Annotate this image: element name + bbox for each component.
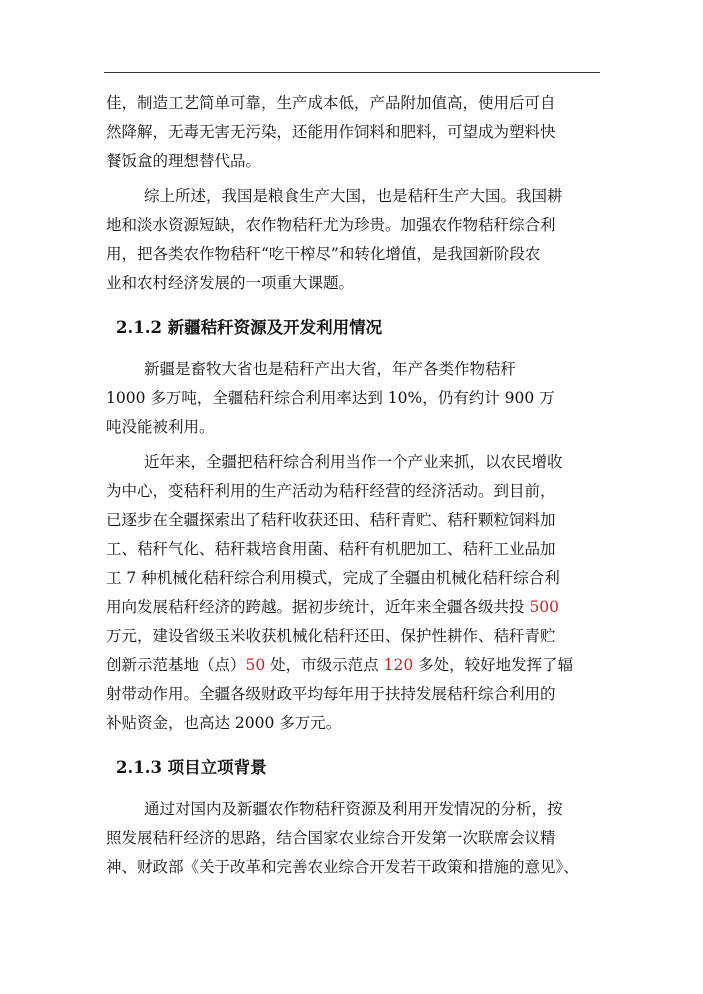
text-line: 吨没能被利用。 bbox=[106, 418, 215, 436]
text-line: 射带动作用。全疆各级财政平均每年用于扶持发展秸秆综合利用的 bbox=[106, 685, 556, 703]
text-line: 工 7 种机械化秸秆综合利用模式，完成了全疆由机械化秸秆综合利 bbox=[106, 569, 560, 587]
text-line: 然降解，无毒无害无污染，还能用作饲料和肥料，可望成为塑料快 bbox=[106, 123, 556, 141]
text-line: 已逐步在全疆探索出了秸秆收获还田、秸秆青贮、秸秆颗粒饲料加 bbox=[106, 511, 556, 529]
text-line: 地和淡水资源短缺，农作物秸秆尤为珍贵。加强农作物秸秆综合利 bbox=[106, 216, 556, 234]
paragraph bbox=[106, 795, 602, 882]
text-fragment: 多处，较好地发挥了辐 bbox=[413, 656, 574, 674]
text-line: 为中心，变秸秆利用的生产活动为秸秆经营的经济活动。到目前， bbox=[106, 482, 556, 500]
text-line: 佳，制造工艺简单可靠，生产成本低，产品附加值高，使用后可自 bbox=[106, 94, 556, 112]
header-rule bbox=[104, 72, 600, 73]
text-fragment: 创新示范基地（点） bbox=[106, 656, 246, 674]
paragraph bbox=[106, 355, 602, 442]
document-body bbox=[106, 89, 602, 882]
text-line: 补贴资金，也高达 2000 多万元。 bbox=[106, 714, 342, 732]
text-line: 用，把各类农作物秸秆“吃干榨尽”和转化增值，是我国新阶段农 bbox=[106, 245, 541, 263]
text-line: 工、秸秆气化、秸秆栽培食用菌、秸秆有机肥加工、秸秆工业品加 bbox=[106, 540, 556, 558]
section-heading: 2.1.3 项目立项背景 bbox=[116, 758, 267, 777]
text-line bbox=[106, 593, 602, 622]
text-line: 新疆是畜牧大省也是秸秆产出大省，年产各类作物秸秆 bbox=[144, 360, 517, 378]
text-line: 业和农村经济发展的一项重大课题。 bbox=[106, 274, 355, 292]
highlighted-number: 50 bbox=[245, 656, 266, 674]
text-line bbox=[106, 651, 602, 680]
highlighted-number: 500 bbox=[529, 598, 560, 616]
text-fragment: 处，市级示范点 bbox=[265, 656, 384, 674]
text-line: 近年来，全疆把秸秆综合利用当作一个产业来抓，以农民增收 bbox=[144, 453, 563, 471]
text-line: 通过对国内及新疆农作物秸秆资源及利用开发情况的分析，按 bbox=[144, 800, 563, 818]
section-heading: 2.1.2 新疆秸秆资源及开发利用情况 bbox=[116, 318, 383, 337]
text-line: 万元，建设省级玉米收获机械化秸秆还田、保护性耕作、秸秆青贮 bbox=[106, 627, 556, 645]
paragraph bbox=[106, 182, 602, 298]
text-line: 餐饭盒的理想替代品。 bbox=[106, 152, 262, 170]
text-line: 综上所述，我国是粮食生产大国，也是秸秆生产大国。我国耕 bbox=[144, 187, 563, 205]
text-fragment: 用向发展秸秆经济的跨越。据初步统计，近年来全疆各级共投 bbox=[106, 598, 530, 616]
text-line: 1000 多万吨，全疆秸秆综合利用率达到 10%，仍有约计 900 万 bbox=[106, 389, 555, 407]
paragraph bbox=[106, 448, 602, 738]
highlighted-number: 120 bbox=[383, 656, 414, 674]
paragraph bbox=[106, 89, 602, 176]
text-line: 照发展秸秆经济的思路，结合国家农业综合开发第一次联席会议精 bbox=[106, 829, 556, 847]
text-line: 神、财政部《关于改革和完善农业综合开发若干政策和措施的意见》、 bbox=[106, 858, 579, 876]
